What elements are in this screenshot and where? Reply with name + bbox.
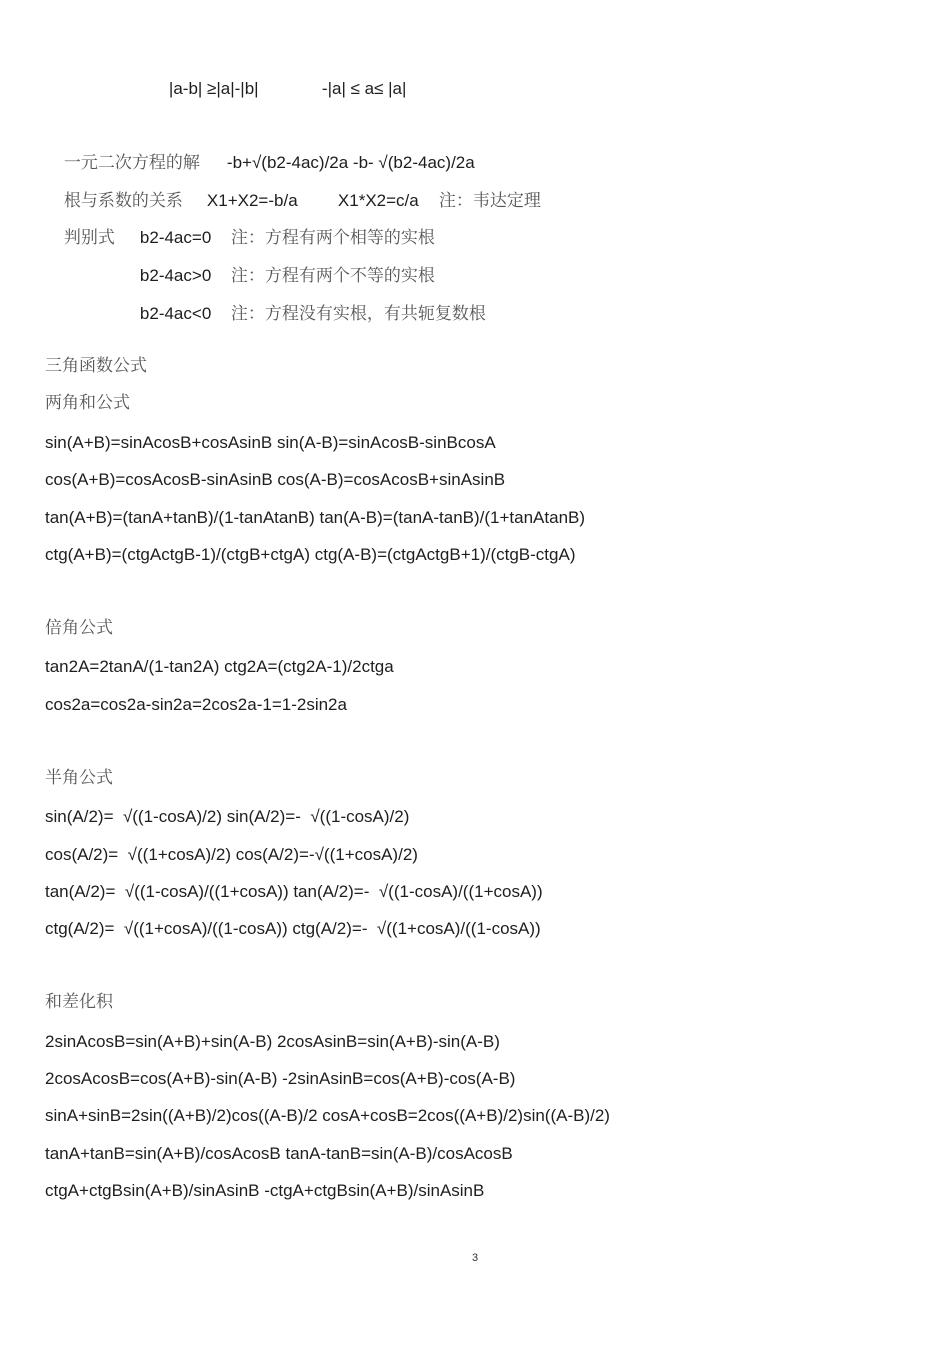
double-angle-title: 倍角公式 [45,618,113,638]
disc-condition-text: b2-4ac>0 [139,266,212,285]
half-angle-sin: sin(A/2)= √((1-cosA)/2) sin(A/2)=- √((1-cosA)/2) [45,807,410,826]
root-relation-label: 根与系数的关系 [63,191,183,211]
disc-note-text: 注：方程没有实根，有共轭复数根 [230,304,486,324]
abs-bound-inequality-line [303,56,406,122]
double-angle-tan: tan2A=2tanA/(1-tan2A) ctg2A=(ctg2A-1)/2ctga [45,657,394,676]
abs-bound-inequality: -|a| ≤ a≤ |a| [321,79,407,98]
quadratic-solution-label: 一元二次方程的解 [63,153,200,173]
half-angle-ctg: ctg(A/2)= √((1+cosA)/((1-cosA)) ctg(A/2)=- √((1+cosA)/((1-cosA)) [45,919,541,938]
root-product-formula: X1*X2=c/a [337,191,419,210]
disc-note-text: 注：方程有两个相等的实根 [230,228,435,248]
sum-formula-title: 两角和公式 [45,393,130,413]
product-line-4: tanA+tanB=sin(A+B)/cosAcosB tanA-tanB=sin(A-B)/cosAcosB [45,1144,513,1163]
root-sum-formula: X1+X2=-b/a [206,191,298,210]
trig-section-title: 三角函数公式 [45,356,147,376]
half-angle-title: 半角公式 [45,768,113,788]
discriminant-label-line [45,205,115,271]
disc-note-less [212,281,486,347]
sum-formula-ctg: ctg(A+B)=(ctgActgB-1)/(ctgB+ctgA) ctg(A-B)=(ctgActgB+1)/(ctgB-ctgA) [45,545,576,564]
sum-formula-tan: tan(A+B)=(tanA+tanB)/(1-tanAtanB) tan(A-B)=(tanA-tanB)/(1+tanAtanB) [45,508,586,527]
sum-formula-sin: sin(A+B)=sinAcosB+cosAsinB sin(A-B)=sinAcosB-sinBcosA [45,433,496,452]
double-angle-cos: cos2a=cos2a-sin2a=2cos2a-1=1-2sin2a [45,695,347,714]
quadratic-solution-formula: -b+√(b2-4ac)/2a -b- √(b2-4ac)/2a [226,153,475,172]
sum-formula-cos: cos(A+B)=cosAcosB-sinAsinB cos(A-B)=cosAcosB+sinAsinB [45,470,506,489]
disc-condition-text: b2-4ac=0 [139,228,212,247]
sum-to-product-title: 和差化积 [45,992,113,1012]
disc-note-text: 注：方程有两个不等的实根 [230,266,435,286]
product-line-1: 2sinAcosB=sin(A+B)+sin(A-B) 2cosAsinB=sin(A+B)-sin(A-B) [45,1032,500,1051]
product-line-5: ctgA+ctgBsin(A+B)/sinAsinB -ctgA+ctgBsin(A+B)/sinAsinB [45,1181,485,1200]
inequality-line [150,56,259,122]
discriminant-label: 判别式 [63,228,115,248]
half-angle-cos: cos(A/2)= √((1+cosA)/2) cos(A/2)=-√((1+cosA)/2) [45,845,418,864]
disc-condition-less [121,281,211,347]
vieta-note: 注：韦达定理 [438,191,541,211]
half-angle-tan: tan(A/2)= √((1-cosA)/((1+cosA)) tan(A/2)=- √((1-cosA)/((1+cosA)) [45,882,543,901]
vieta-note-line [420,168,541,234]
abs-diff-inequality: |a-b| ≥|a|-|b| [168,79,259,98]
product-line-2: 2cosAcosB=cos(A+B)-sin(A-B) -2sinAsinB=cos(A+B)-cos(A-B) [45,1069,516,1088]
product-line-3: sinA+sinB=2sin((A+B)/2)cos((A-B)/2 cosA+cosB=2cos((A+B)/2)sin((A-B)/2) [45,1106,610,1125]
page-number: 3 [471,1252,479,1264]
disc-condition-text: b2-4ac<0 [139,304,212,323]
